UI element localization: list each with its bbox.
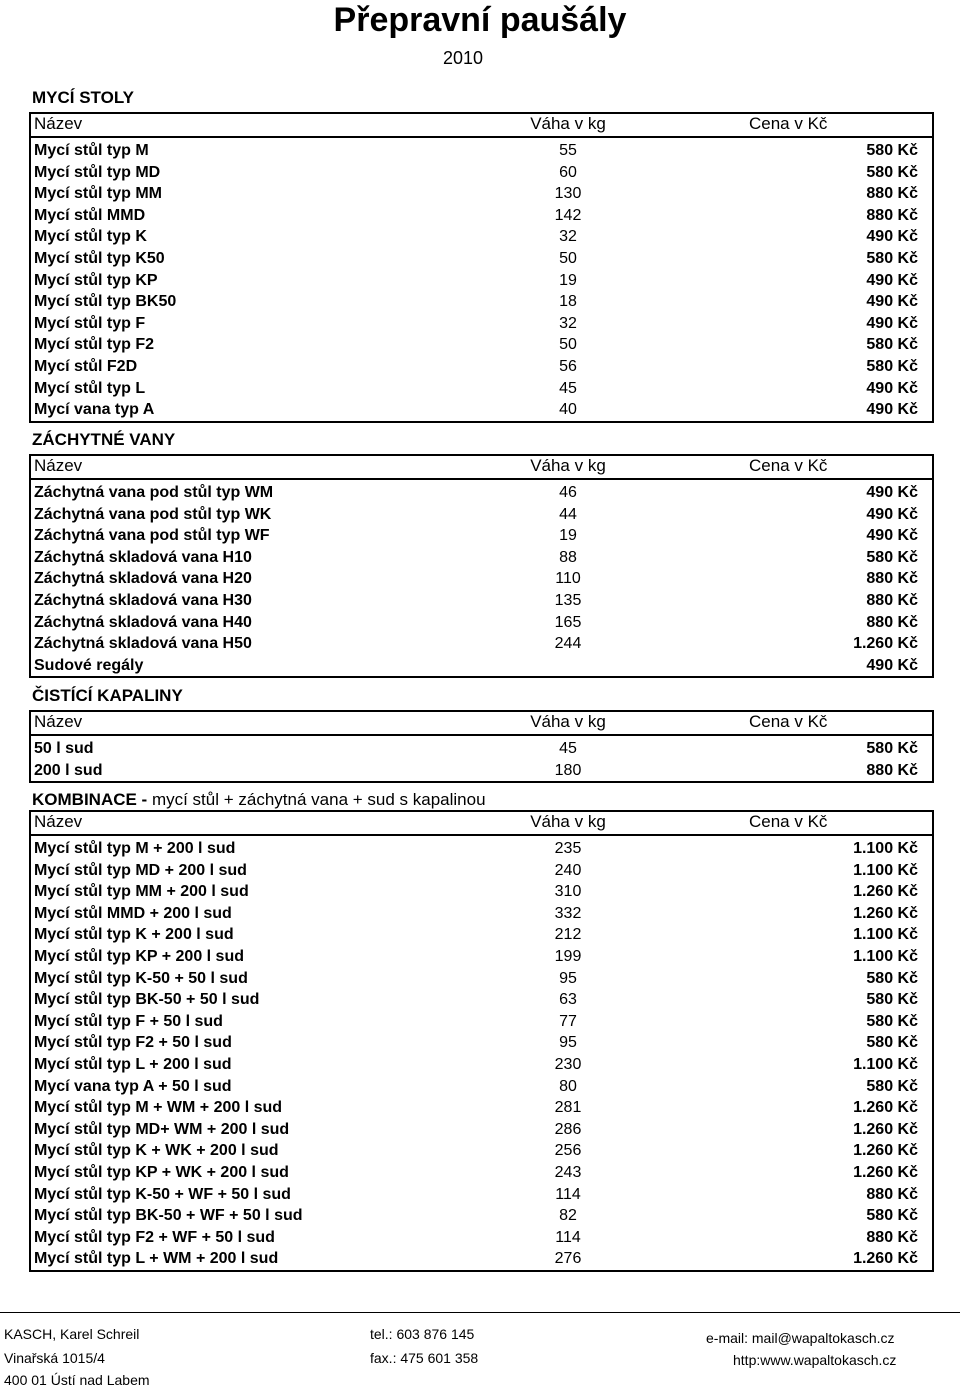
section-heading-zachytne-vany: ZÁCHYTNÉ VANY xyxy=(32,430,176,449)
item-weight: 45 xyxy=(559,379,577,397)
item-weight: 55 xyxy=(559,142,577,159)
item-name: Mycí stůl typ BK-50 + WF + 50 l sud xyxy=(34,1207,303,1225)
col-price-header: Cena v Kč xyxy=(749,114,828,133)
item-weight: 114 xyxy=(555,1228,581,1246)
item-name: Mycí stůl typ BK50 xyxy=(34,293,177,311)
item-price: 490 Kč xyxy=(866,228,918,246)
item-name: Mycí stůl typ K50 xyxy=(34,249,165,267)
item-name: Mycí stůl F2D xyxy=(34,357,138,375)
table-row xyxy=(31,183,932,205)
item-name: Mycí stůl typ BK-50 + 50 l sud xyxy=(34,991,260,1009)
table-row xyxy=(31,881,932,903)
item-name: Mycí stůl typ K + WK + 200 l sud xyxy=(34,1142,279,1160)
table-row xyxy=(31,1227,932,1249)
table-row xyxy=(31,291,932,313)
item-weight: 243 xyxy=(554,1163,582,1181)
item-weight: 32 xyxy=(559,228,577,246)
item-name: Záchytná skladová vana H40 xyxy=(34,613,252,631)
item-weight: 332 xyxy=(554,904,582,922)
item-price: 1.260 Kč xyxy=(853,883,918,901)
item-price: 490 Kč xyxy=(866,379,918,397)
item-name: Mycí stůl typ K-50 + 50 l sud xyxy=(34,969,248,987)
item-weight: 276 xyxy=(554,1250,582,1268)
item-name: 200 l sud xyxy=(34,761,103,779)
item-price: 880 Kč xyxy=(866,570,918,588)
col-weight-header: Váha v kg xyxy=(530,114,606,133)
table-body xyxy=(29,480,934,678)
item-weight: 40 xyxy=(559,401,577,419)
footer-city: 400 01 Ústí nad Labem xyxy=(4,1372,150,1388)
table-row xyxy=(31,1205,932,1227)
item-price: 490 Kč xyxy=(866,484,918,501)
item-price: 880 Kč xyxy=(866,185,918,203)
item-weight: 82 xyxy=(559,1207,577,1225)
item-price: 1.260 Kč xyxy=(853,1099,918,1117)
footer-street: Vinařská 1015/4 xyxy=(4,1350,105,1366)
item-price: 880 Kč xyxy=(866,591,918,609)
item-price: 1.260 Kč xyxy=(853,904,918,922)
item-name: Mycí stůl typ MD+ WM + 200 l sud xyxy=(34,1120,290,1138)
table-row xyxy=(31,1162,932,1184)
item-name: Mycí stůl typ F xyxy=(34,314,146,332)
table-row xyxy=(31,968,932,990)
item-weight: 95 xyxy=(559,969,577,987)
item-weight: 256 xyxy=(554,1142,582,1160)
item-name: Mycí stůl typ KP + 200 l sud xyxy=(34,947,244,965)
item-weight: 240 xyxy=(554,861,582,879)
item-name: Mycí stůl typ K xyxy=(34,228,147,246)
item-price: 490 Kč xyxy=(866,293,918,311)
item-name: Záchytná skladová vana H30 xyxy=(34,591,252,609)
table-row xyxy=(31,205,932,227)
table-row xyxy=(31,313,932,335)
item-name: Mycí stůl typ KP + WK + 200 l sud xyxy=(34,1163,289,1181)
col-weight-header: Váha v kg xyxy=(530,812,606,831)
item-price: 490 Kč xyxy=(866,271,918,289)
item-price: 1.260 Kč xyxy=(853,1250,918,1268)
table-row xyxy=(31,378,932,400)
footer-fax: fax.: 475 601 358 xyxy=(370,1350,479,1366)
item-name: Mycí stůl typ F2 + 50 l sud xyxy=(34,1034,232,1052)
item-price: 490 Kč xyxy=(866,314,918,332)
col-name-header: Název xyxy=(34,712,83,731)
item-weight: 235 xyxy=(554,840,582,857)
item-price: 580 Kč xyxy=(866,1012,918,1030)
item-price: 1.100 Kč xyxy=(853,861,918,879)
item-name: Záchytná skladová vana H50 xyxy=(34,635,252,653)
item-name: Mycí vana typ A + 50 l sud xyxy=(34,1077,232,1095)
item-price: 580 Kč xyxy=(866,1207,918,1225)
item-price: 880 Kč xyxy=(866,761,918,779)
item-price: 1.260 Kč xyxy=(853,1142,918,1160)
item-name: Mycí stůl typ L + WM + 200 l sud xyxy=(34,1250,279,1268)
table-row xyxy=(31,633,932,655)
table-row xyxy=(31,547,932,569)
item-name: Mycí stůl typ KP xyxy=(34,271,158,289)
table-body xyxy=(29,836,934,1272)
item-name: Záchytná vana pod stůl typ WF xyxy=(34,527,270,545)
col-price-header: Cena v Kč xyxy=(749,812,828,831)
item-weight: 19 xyxy=(559,527,577,545)
item-weight: 77 xyxy=(559,1012,577,1030)
item-weight: 46 xyxy=(559,484,577,501)
item-weight: 212 xyxy=(554,926,582,944)
table-row xyxy=(31,838,932,860)
table-row xyxy=(31,1119,932,1141)
item-name: Mycí stůl typ L xyxy=(34,379,146,397)
item-price: 580 Kč xyxy=(866,1034,918,1052)
item-price: 580 Kč xyxy=(866,249,918,267)
item-price: 1.260 Kč xyxy=(853,1120,918,1138)
table-row xyxy=(31,1011,932,1033)
table-header xyxy=(29,710,934,736)
item-price: 1.100 Kč xyxy=(853,840,918,857)
item-name: Mycí stůl typ MM xyxy=(34,185,163,203)
item-price: 580 Kč xyxy=(866,336,918,354)
table-row xyxy=(31,568,932,590)
item-price: 580 Kč xyxy=(866,740,918,757)
table-row xyxy=(31,334,932,356)
table-row xyxy=(31,482,932,504)
item-price: 1.100 Kč xyxy=(853,947,918,965)
kombinace-label: KOMBINACE - xyxy=(32,790,152,809)
col-name-header: Název xyxy=(34,812,83,831)
col-weight-header: Váha v kg xyxy=(530,712,606,731)
table-row xyxy=(31,989,932,1011)
item-name: Mycí stůl typ K + 200 l sud xyxy=(34,926,234,944)
table-row xyxy=(31,903,932,925)
item-weight: 63 xyxy=(559,991,577,1009)
table-header xyxy=(29,810,934,836)
col-name-header: Název xyxy=(34,114,83,133)
table-kombinace xyxy=(29,810,934,1272)
item-weight: 44 xyxy=(559,505,577,523)
item-name: Záchytná skladová vana H20 xyxy=(34,570,252,588)
item-weight: 19 xyxy=(559,271,577,289)
table-header xyxy=(29,112,934,138)
item-name: Mycí vana typ A xyxy=(34,401,155,419)
table-row xyxy=(31,655,932,677)
col-weight-header: Váha v kg xyxy=(530,456,606,475)
table-row xyxy=(31,226,932,248)
table-row xyxy=(31,525,932,547)
item-name: Záchytná vana pod stůl typ WM xyxy=(34,484,274,501)
footer-company: KASCH, Karel Schreil xyxy=(4,1326,140,1342)
item-name: Mycí stůl typ K-50 + WF + 50 l sud xyxy=(34,1185,291,1203)
table-row xyxy=(31,1248,932,1270)
table-row xyxy=(31,1140,932,1162)
table-row xyxy=(31,924,932,946)
item-weight: 135 xyxy=(554,591,582,609)
item-price: 580 Kč xyxy=(866,991,918,1009)
item-price: 880 Kč xyxy=(866,1185,918,1203)
item-name: Mycí stůl typ F2 xyxy=(34,336,155,354)
item-weight: 199 xyxy=(554,947,582,965)
table-row xyxy=(31,1076,932,1098)
item-weight: 244 xyxy=(554,635,582,653)
table-row xyxy=(31,760,932,782)
item-weight: 80 xyxy=(559,1077,577,1095)
item-price: 1.100 Kč xyxy=(853,1055,918,1073)
kombinace-description: mycí stůl + záchytná vana + sud s kapalinou xyxy=(151,790,486,809)
item-weight: 180 xyxy=(554,761,582,779)
item-weight: 142 xyxy=(554,206,582,224)
item-name: Mycí stůl typ MM + 200 l sud xyxy=(34,883,249,901)
footer-web[interactable]: http:www.wapaltokasch.cz xyxy=(733,1352,897,1368)
table-row xyxy=(31,1054,932,1076)
item-weight: 50 xyxy=(559,336,577,354)
table-myci-stoly xyxy=(29,112,934,423)
item-weight: 95 xyxy=(559,1034,577,1052)
item-name: Sudové regály xyxy=(34,656,144,674)
table-row xyxy=(31,590,932,612)
item-price: 580 Kč xyxy=(866,548,918,566)
item-weight: 88 xyxy=(559,548,577,566)
item-name: Mycí stůl typ M + WM + 200 l sud xyxy=(34,1099,283,1117)
item-weight: 114 xyxy=(555,1185,581,1203)
item-name: 50 l sud xyxy=(34,740,94,757)
item-name: Mycí stůl typ F + 50 l sud xyxy=(34,1012,223,1030)
col-price-header: Cena v Kč xyxy=(749,712,828,731)
item-weight: 18 xyxy=(559,293,577,311)
table-row xyxy=(31,1184,932,1206)
table-row xyxy=(31,946,932,968)
table-row xyxy=(31,356,932,378)
table-zachytne-vany xyxy=(29,454,934,678)
page-title: Přepravní paušály xyxy=(333,1,627,39)
item-price: 880 Kč xyxy=(866,613,918,631)
item-price: 490 Kč xyxy=(866,505,918,523)
col-price-header: Cena v Kč xyxy=(749,456,828,475)
item-name: Mycí stůl typ F2 + WF + 50 l sud xyxy=(34,1228,275,1246)
item-weight: 50 xyxy=(559,249,577,267)
item-name: Mycí stůl typ M + 200 l sud xyxy=(34,840,236,857)
footer-tel: tel.: 603 876 145 xyxy=(370,1326,475,1342)
item-weight: 165 xyxy=(554,613,582,631)
item-price: 580 Kč xyxy=(866,163,918,181)
item-weight: 230 xyxy=(554,1055,582,1073)
item-weight: 130 xyxy=(554,185,582,203)
item-name: Mycí stůl typ MD xyxy=(34,163,161,181)
table-row xyxy=(31,504,932,526)
item-price: 580 Kč xyxy=(866,142,918,159)
item-price: 490 Kč xyxy=(866,656,918,674)
table-row xyxy=(31,162,932,184)
table-row xyxy=(31,248,932,270)
item-name: Záchytná skladová vana H10 xyxy=(34,548,252,566)
section-heading-myci-stoly: MYCÍ STOLY xyxy=(32,88,135,107)
item-price: 580 Kč xyxy=(866,969,918,987)
item-price: 880 Kč xyxy=(866,1228,918,1246)
item-price: 1.260 Kč xyxy=(853,635,918,653)
section-heading-kombinace xyxy=(32,790,486,810)
item-price: 1.100 Kč xyxy=(853,926,918,944)
item-weight: 45 xyxy=(559,740,577,757)
item-weight: 286 xyxy=(554,1120,582,1138)
table-row xyxy=(31,612,932,634)
item-price: 880 Kč xyxy=(866,206,918,224)
item-weight: 32 xyxy=(559,314,577,332)
table-row xyxy=(31,1097,932,1119)
item-weight: 281 xyxy=(554,1099,582,1117)
table-row xyxy=(31,270,932,292)
item-name: Mycí stůl MMD xyxy=(34,206,146,224)
item-name: Mycí stůl typ M xyxy=(34,142,149,159)
col-name-header: Název xyxy=(34,456,83,475)
item-price: 580 Kč xyxy=(866,357,918,375)
item-price: 490 Kč xyxy=(866,527,918,545)
footer-email[interactable]: e-mail: mail@wapaltokasch.cz xyxy=(706,1330,895,1346)
year: 2010 xyxy=(442,48,484,68)
table-cistici-kapaliny xyxy=(29,710,934,783)
table-row xyxy=(31,1032,932,1054)
item-price: 580 Kč xyxy=(866,1077,918,1095)
footer-divider xyxy=(0,1312,960,1314)
table-row xyxy=(31,860,932,882)
item-weight: 310 xyxy=(554,883,582,901)
table-body xyxy=(29,138,934,423)
item-name: Mycí stůl typ MD + 200 l sud xyxy=(34,861,247,879)
table-body xyxy=(29,736,934,783)
table-header xyxy=(29,454,934,480)
item-price: 490 Kč xyxy=(866,401,918,419)
table-row xyxy=(31,738,932,760)
item-name: Mycí stůl MMD + 200 l sud xyxy=(34,904,232,922)
table-row xyxy=(31,399,932,421)
table-row xyxy=(31,140,932,162)
item-weight: 60 xyxy=(559,163,577,181)
item-name: Mycí stůl typ L + 200 l sud xyxy=(34,1055,232,1073)
item-weight: 56 xyxy=(559,357,577,375)
item-name: Záchytná vana pod stůl typ WK xyxy=(34,505,272,523)
item-weight: 110 xyxy=(555,570,581,588)
item-price: 1.260 Kč xyxy=(853,1163,918,1181)
section-heading-cistici-kapaliny: ČISTÍCÍ KAPALINY xyxy=(32,686,183,705)
